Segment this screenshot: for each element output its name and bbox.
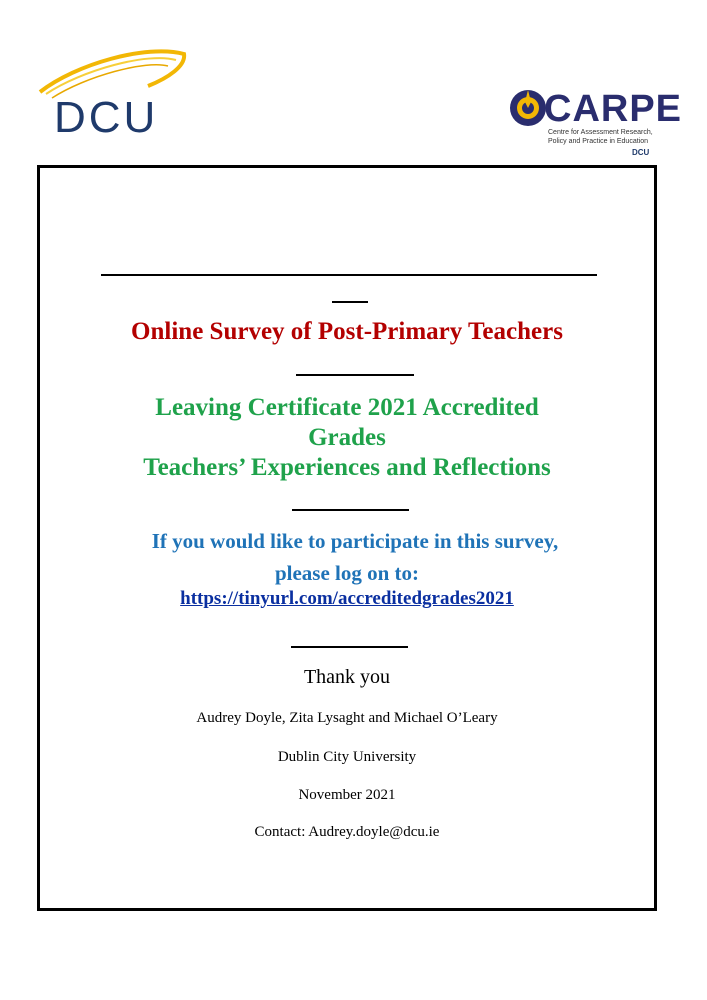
invite-line-2: please log on to: xyxy=(274,561,420,585)
survey-title: Online Survey of Post-Primary Teachers xyxy=(131,318,563,345)
thank-you: Thank you xyxy=(303,666,391,688)
authors: Audrey Doyle, Zita Lysaght and Michael O’Leary xyxy=(196,710,498,726)
survey-link[interactable]: https://tinyurl.com/accreditedgrades2021 xyxy=(180,588,514,609)
carpe-tagline xyxy=(548,128,653,146)
subtitle-line-3: Teachers’ Experiences and Reflections xyxy=(143,454,551,481)
institution: Dublin City University xyxy=(277,749,417,765)
carpe-tagline-line-2: Policy and Practice in Education xyxy=(548,138,648,145)
divider-3 xyxy=(291,646,408,648)
date: November 2021 xyxy=(298,787,396,803)
contact: Contact: Audrey.doyle@dcu.ie xyxy=(254,824,440,840)
compass-icon xyxy=(508,88,548,128)
divider-2 xyxy=(292,509,409,511)
dcu-logo xyxy=(36,44,196,144)
top-rule xyxy=(101,274,597,276)
subtitle-line-2: Grades xyxy=(308,424,386,451)
carpe-tagline-line-1: Centre for Assessment Research, xyxy=(548,129,653,136)
divider-1 xyxy=(296,374,414,376)
invite-line-1: If you would like to participate in this survey, xyxy=(151,529,559,553)
survey-link-row xyxy=(40,588,654,610)
poster-frame xyxy=(37,165,657,911)
subtitle-line-1: Leaving Certificate 2021 Accredited xyxy=(155,394,539,421)
carpe-logo xyxy=(508,86,683,166)
dcu-wordmark: DCU xyxy=(54,93,159,142)
short-rule xyxy=(332,301,368,303)
carpe-wordmark: CARPE xyxy=(544,88,683,130)
carpe-dcu-mark: DCU xyxy=(632,148,650,157)
